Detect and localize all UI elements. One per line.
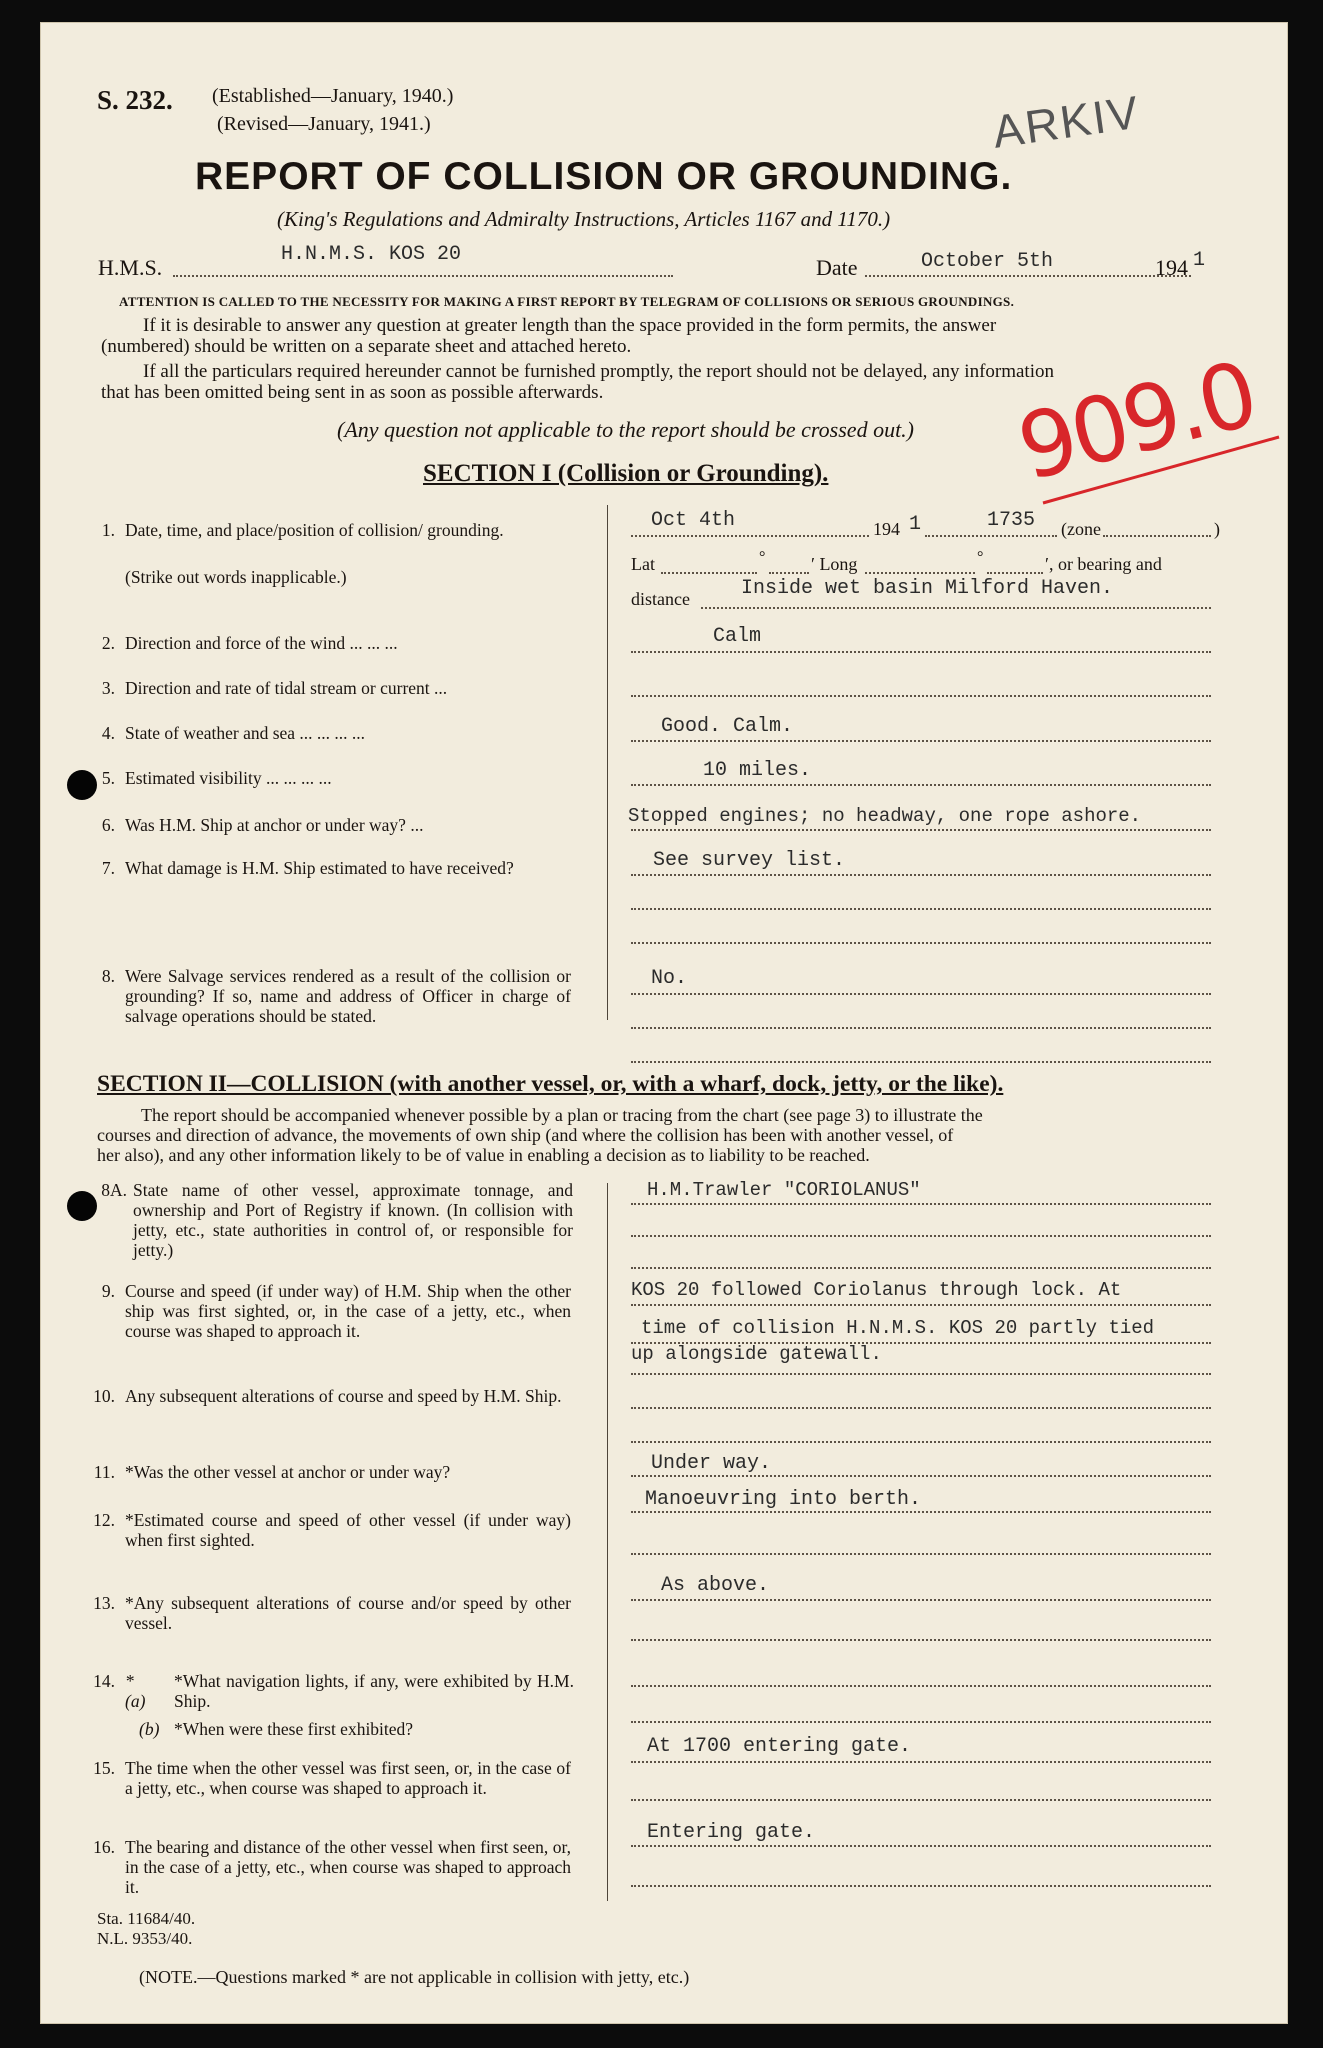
q1-lat-line — [661, 572, 757, 574]
answer-15-line-1 — [631, 1761, 1211, 1763]
answer-8: No. — [651, 967, 688, 990]
q1-deg-1: ° — [759, 549, 766, 566]
answer-12-line-2 — [631, 1553, 1211, 1555]
answer-11: Under way. — [651, 1452, 772, 1475]
answer-15-line-2 — [631, 1799, 1211, 1801]
q1-year-prefix: 194 — [873, 519, 900, 539]
answer-13: As above. — [661, 1574, 770, 1597]
answer-16-line-1 — [631, 1845, 1211, 1847]
page-title: REPORT OF COLLISION OR GROUNDING. — [195, 155, 1013, 198]
q1-date: Oct 4th — [651, 509, 736, 532]
date-underline — [865, 275, 1191, 277]
answer-5-line — [631, 784, 1211, 786]
answer-14a-line-1 — [631, 1685, 1211, 1687]
hms-value: H.N.M.S. KOS 20 — [281, 243, 462, 266]
year-suffix: 1 — [1193, 249, 1206, 272]
answer-6-line — [631, 829, 1211, 831]
q1-deg-2: ° — [977, 549, 984, 566]
answer-4: Good. Calm. — [661, 715, 794, 738]
section-1-title: SECTION I (Collision or Grounding). — [423, 460, 829, 487]
footer-note: (NOTE.—Questions marked * are not applicable in collision with jetty, etc.) — [139, 1967, 690, 1987]
answer-9-line-2-text: time of collision H.N.M.S. KOS 20 partly tied — [641, 1317, 1155, 1339]
q1-distance-label: distance — [631, 589, 690, 609]
hms-underline — [173, 275, 673, 277]
page-subtitle: (King's Regulations and Admiralty Instructions, Articles 1167 and 1170.) — [277, 207, 891, 231]
form-sheet: S. 232. (Established—January, 1940.) (Revised—January, 1941.) ARKIV REPORT OF COLLISION OR GROUNDING. (King's Regulations and Admiralty Instructions, Articles 1167 and 1170.) H.M.S. H.N.M.S. KOS 20 Date October 5th 194 1 ATTENTION IS CALLED TO THE NECESSITY FOR MAKING A FIRST REPORT BY TELEGRAM OF COLLISIONS OR SERIOUS GROUNDINGS. If it is desirable to answer any question at greater length than the space provided in the form permits, the answer (numbered) should be written on a separate sheet and attached hereto. If all the particulars required hereunder cannot be furnished promptly, the report should not be delayed, any information that has been omitted being sent in as soon as possible afterwards. (Any question not applicable to the report should be crossed out.) 909.0 SECTION I (Collision or Grounding). 1. Date, time, and place/position of collision/ grounding. (Strike out words inapplicable.) Oct 4th 194 1 1735 (zone ) Lat ° ′ Long ° ′, or bearing and distance Inside wet basin Milford Haven. 2. Direction and force of the wind ... ... ... Calm 3. Direction and rate of tidal stream or current ... 4. State of weather and sea ... ... ... ... Good. Calm. 5. Estimated visibility ... ... ... ... 10 miles. 6. Was H.M. Ship at anchor or under way? ... Stopped engines; no headway, one rope ashore. 7. What damage is H.M. Ship estimated to have received? See survey list. 8. Were Salvage services rendered as a result of the collision or grounding? If so, name and address of Officer in charge of salvage operations should be stated. No. SECTION II—COLLISION (with another vessel, or, with a wharf, dock, jetty, or the like). The report should be accompanied whenever possible by a plan or tracing from the chart (see page 3) to illustrate the courses and direction of advance, the movements of own ship (and where the collision has been with another vessel, of her also), and any other information likely to be of value in enabling a decision as to liability to be reached. 8A. State name of other vessel, approximate tonnage, and ownership and Port of Registry if known. (In collision with jetty, etc., state authorities in control of, or responsible for jetty.) H.M.Trawler "CORIOLANUS" 9. Course and speed (if under way) of H.M. Ship when the other ship was first sighted, or, in the case of a jetty, etc., when course was shaped to approach it. KOS 20 followed Coriolanus through lock. At time of collision H.N.M.S. KOS 20 partly tied up alongside gatewall. 10. Any subsequent alterations of course and speed by H.M. Ship. 11. *Was the other vessel at anchor or under way? Under way. 12. *Estimated course and speed of other vessel (if under way) when first sighted. Manoeuvring into berth. 13. *Any subsequent alterations of course and/or speed by other vessel. As above. 14. *(a) *What navigation lights, if any, were exhibited by H.M. Ship. (b) *When were these first exhibited? 15. The time when the other vessel was first seen, or, in the case of a jetty, etc., when course was shaped to approach it. At 1700 entering gate. 16. The bearing and distance of the other vessel when first seen, or, in the case of a jetty, etc., when course was shaped to approach it. Entering gate. Sta. 11684/40. N.L. 9353/40. (NOTE.—Questions marked * are not applicable in collision with jetty, etc.) — [40, 22, 1288, 2024]
q1-time-line — [925, 535, 1057, 537]
year-prefix: 194 — [1155, 255, 1188, 280]
date-value: October 5th — [921, 250, 1054, 273]
answer-3-line — [631, 695, 1211, 697]
q1-lat-label: Lat — [631, 554, 655, 574]
q1-date-line — [631, 535, 869, 537]
punch-hole-top — [67, 770, 97, 800]
answer-11-line — [631, 1475, 1211, 1477]
answer-8-line-2 — [631, 1027, 1211, 1029]
answer-2: Calm — [713, 625, 762, 648]
answer-13-line-1 — [631, 1599, 1211, 1601]
answer-4-line — [631, 740, 1211, 742]
telegram-notice: ATTENTION IS CALLED TO THE NECESSITY FOR MAKING A FIRST REPORT BY TELEGRAM OF COLLISIONS OR SERIOUS GROUNDINGS. — [119, 294, 1015, 309]
answer-14a-line-2 — [631, 1721, 1211, 1723]
instruction-text-1: If it is desirable to answer any question at greater length than the space provided in the form permits, the answer — [143, 315, 997, 336]
q1-distance-value: Inside wet basin Milford Haven. — [741, 577, 1114, 600]
question-1-note: (Strike out words inapplicable.) — [125, 567, 347, 587]
answer-7: See survey list. — [653, 849, 846, 872]
form-number: S. 232. — [97, 85, 173, 115]
answer-12-line-1 — [631, 1511, 1211, 1513]
red-annotation: 909.0 — [1008, 342, 1265, 502]
hms-label: H.M.S. — [98, 255, 163, 280]
instruction-text-4: that has been omitted being sent in as soon as possible afterwards. — [101, 382, 604, 403]
answer-7-line-3 — [631, 942, 1211, 944]
answer-15: At 1700 entering gate. — [647, 1735, 912, 1758]
punch-hole-bottom — [67, 1191, 97, 1221]
q1-lat-min-line — [769, 572, 809, 574]
not-applicable-note: (Any question not applicable to the report should be crossed out.) — [337, 417, 915, 442]
q1-zone-line — [1103, 535, 1211, 537]
answer-8-line-1 — [631, 993, 1211, 995]
q1-zone-close: ) — [1214, 519, 1220, 539]
q1-long-line — [865, 572, 975, 574]
q1-bearing-label: ′, or bearing and — [1045, 554, 1162, 574]
answer-8a-line-1 — [631, 1203, 1211, 1205]
answer-10-line-2 — [631, 1441, 1211, 1443]
red-stroke — [1041, 433, 1281, 513]
q1-time: 1735 — [987, 509, 1036, 532]
answer-16: Entering gate. — [647, 1821, 816, 1844]
footer-nl-number: N.L. 9353/40. — [97, 1929, 193, 1948]
answer-8a-line-2 — [631, 1235, 1211, 1237]
section-2-intro-2: courses and direction of advance, the movements of own ship (and where the collision has been with another vessel, of — [97, 1125, 954, 1145]
answer-10-line-1 — [631, 1407, 1211, 1409]
column-divider-2 — [607, 1183, 608, 1901]
instruction-text-2: (numbered) should be written on a separate sheet and attached hereto. — [101, 336, 632, 357]
answer-8a: H.M.Trawler "CORIOLANUS" — [647, 1179, 921, 1201]
q1-long-label: ′ Long — [811, 554, 858, 574]
column-divider — [607, 505, 608, 1020]
answer-5: 10 miles. — [703, 759, 812, 782]
answer-7-line-1 — [631, 874, 1211, 876]
answer-9-line-1 — [631, 1304, 1211, 1306]
established-date: (Established—January, 1940.) — [212, 85, 454, 107]
revised-date: (Revised—January, 1941.) — [217, 113, 431, 135]
answer-2-line — [631, 651, 1211, 653]
answer-12: Manoeuvring into berth. — [645, 1488, 922, 1511]
answer-9-line-3 — [631, 1373, 1211, 1375]
answer-9-line-1-text: KOS 20 followed Coriolanus through lock. At — [631, 1279, 1122, 1301]
answer-9-line-3-text: up alongside gatewall. — [631, 1343, 882, 1365]
section-2-intro-1: The report should be accompanied whenever possible by a plan or tracing from the chart (see page 3) to illustrate the — [141, 1105, 983, 1125]
answer-8-line-3 — [631, 1061, 1211, 1063]
section-2-intro-3: her also), and any other information likely to be of value in enabling a decision as to liability to be reached. — [97, 1145, 870, 1165]
instruction-text-3: If all the particulars required hereunder cannot be furnished promptly, the report should not be delayed, any information — [143, 361, 1054, 382]
q1-year-suffix: 1 — [909, 513, 922, 536]
section-2-title: SECTION II—COLLISION (with another vessel, or, with a wharf, dock, jetty, or the like). — [97, 1071, 1004, 1097]
q1-long-min-line — [987, 572, 1043, 574]
answer-7-line-2 — [631, 908, 1211, 910]
answer-13-line-2 — [631, 1639, 1211, 1641]
date-label: Date — [816, 255, 858, 280]
answer-16-line-2 — [631, 1885, 1211, 1887]
q1-zone-label: (zone — [1061, 519, 1101, 539]
answer-8a-line-3 — [631, 1267, 1211, 1269]
q1-distance-line — [701, 607, 1211, 609]
archive-stamp: ARKIV — [989, 85, 1144, 158]
answer-6: Stopped engines; no headway, one rope ashore. — [628, 805, 1142, 827]
footer-sta-number: Sta. 11684/40. — [97, 1909, 196, 1928]
